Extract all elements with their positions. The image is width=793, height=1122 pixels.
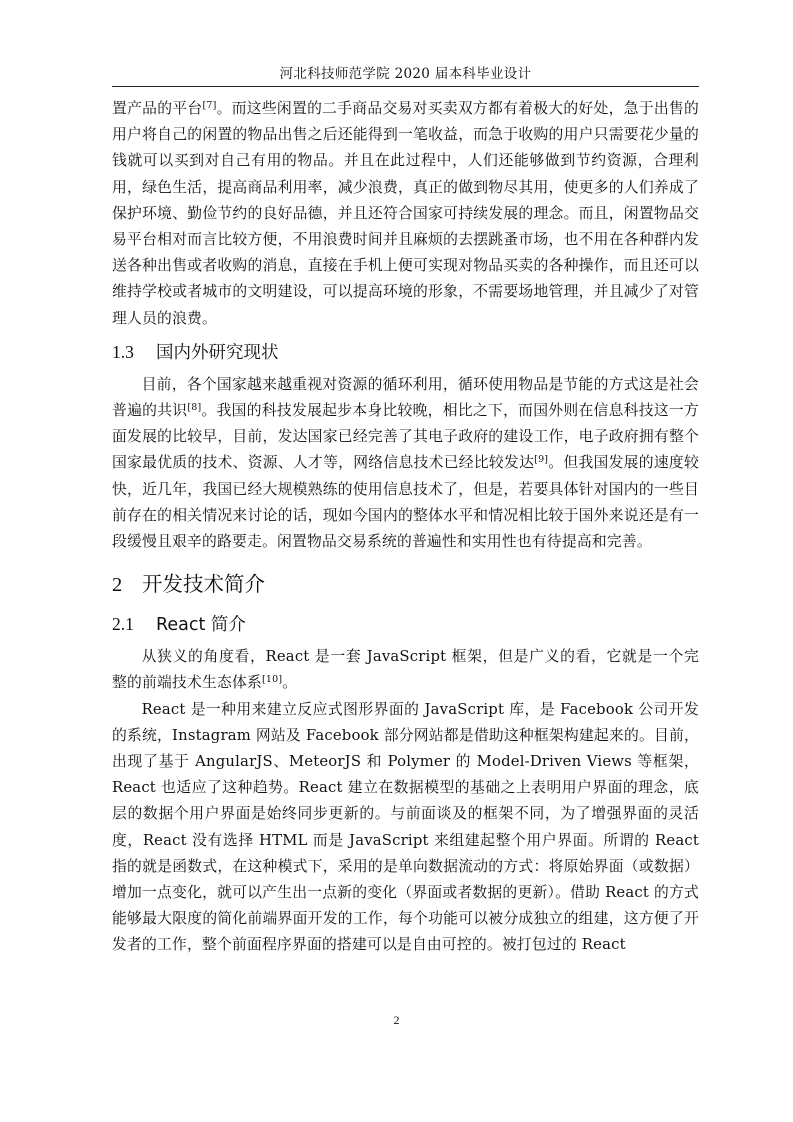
page-number: 2 (393, 1013, 400, 1027)
running-header: 河北科技师范学院 2020 届本科毕业设计 (279, 66, 532, 82)
chapter-number: 2 (112, 574, 123, 597)
chapter-heading-2 (112, 569, 699, 599)
section-title: 国内外研究现状 (156, 342, 279, 363)
paragraph-react-overview: React 是一种用来建立反应式图形界面的 JavaScript 库，是 Facebook 公司开发的系统，Instagram 网站及 Facebook 部分网站都是借助这种框架构建起来的。目前，出现了基于 AngularJS、MeteorJS 和 Polymer 的 Model-Driven Views 等框架，React 也适应了这种趋势。React 建立在数据模型的基础之上表明用户界面的理念，底层的数据个用户界面是始终同步更新的。与前面谈及的框架不同，为了增强界面的灵活度，React 没有选择 HTML 而是 JavaScript 来组建起整个用户界面。所谓的 React 指的就是函数式，在这种模式下，采用的是单向数据流动的方式：将原始界面（或数据）增加一点变化，就可以产生出一点新的变化（界面或者数据的更新）。借助 React 的方式能够最大限度的简化前端界面开发的工作，每个功能可以被分成独立的组建，这方便了开发者的工作，整个前面程序界面的搭建可以是自由可控的。被打包过的 React (112, 700, 699, 954)
paragraph-text: 置产品的平台 (112, 100, 203, 117)
header-rule (112, 86, 699, 87)
paragraph-react-definition (112, 644, 699, 696)
section-title: React 简介 (156, 615, 246, 636)
paragraph-text: 。我国的科技发展起步本身比较晚，相比之下，而国外则在信息科技这一方面发展的比较早，目前，发达国家已经完善了其电子政府的建设工作，电子政府拥有整个国家最优质的技术、资源、人才等，网络信息技术已经比较发达 (112, 402, 699, 472)
paragraph-text: 。 (282, 674, 298, 692)
page-body (112, 96, 699, 959)
paragraph-text: 。但我国发展的速度较快，近几年，我国已经大规模熟练的使用信息技术了，但是，若要具体针对国内的一些目前存在的相关情况来讨论的话，现如今国内的整体水平和情况相比较于国外来说还是有一段缓慢且艰辛的路要走。闲置物品交易系统的普遍性和实用性也有待提高和完善。 (112, 454, 699, 551)
chapter-title: 开发技术简介 (142, 572, 265, 597)
paragraph-platform-benefits (112, 96, 699, 332)
paragraph-text: 从狭义的角度看，React 是一套 JavaScript 框架，但是广义的看，它就是一个完整的前端技术生态体系 (112, 648, 699, 692)
citation-8: [8] (187, 402, 202, 414)
paragraph-text: 。而这些闲置的二手商品交易对买卖双方都有着极大的好处，急于出售的用户将自己的闲置的物品出售之后还能得到一笔收益，而急于收购的用户只需要花少量的钱就可以买到对自己有用的物品。并且在此过程中，人们还能够做到节约资源，合理利用，绿色生活，提高商品利用率，减少浪费，真正的做到物尽其用，使更多的人们养成了保护环境、勤俭节约的良好品德，并且还符合国家可持续发展的理念。而且，闲置物品交易平台相对而言比较方便，不用浪费时间并且麻烦的去摆跳蚤市场，也不用在各种群内发送各种出售或者收购的消息，直接在手机上便可实现对物品买卖的各种操作，而且还可以维持学校或者城市的文明建设，可以提高环境的形象，不需要场地管理，并且减少了对管理人员的浪费。 (112, 100, 699, 327)
citation-10: [10] (261, 674, 283, 686)
citation-7: [7] (202, 100, 217, 111)
paragraph-research-status (112, 372, 699, 555)
paragraph-text: 目前，各个国家越来越重视对资源的循环利用，循环使用物品是节能的方式这是社会普遍的共识 (112, 375, 699, 420)
section-heading-2-1 (112, 611, 699, 637)
citation-9: [9] (534, 454, 549, 466)
section-number: 1.3 (112, 341, 134, 362)
section-heading-1-3 (112, 339, 699, 365)
section-number: 2.1 (112, 614, 134, 635)
